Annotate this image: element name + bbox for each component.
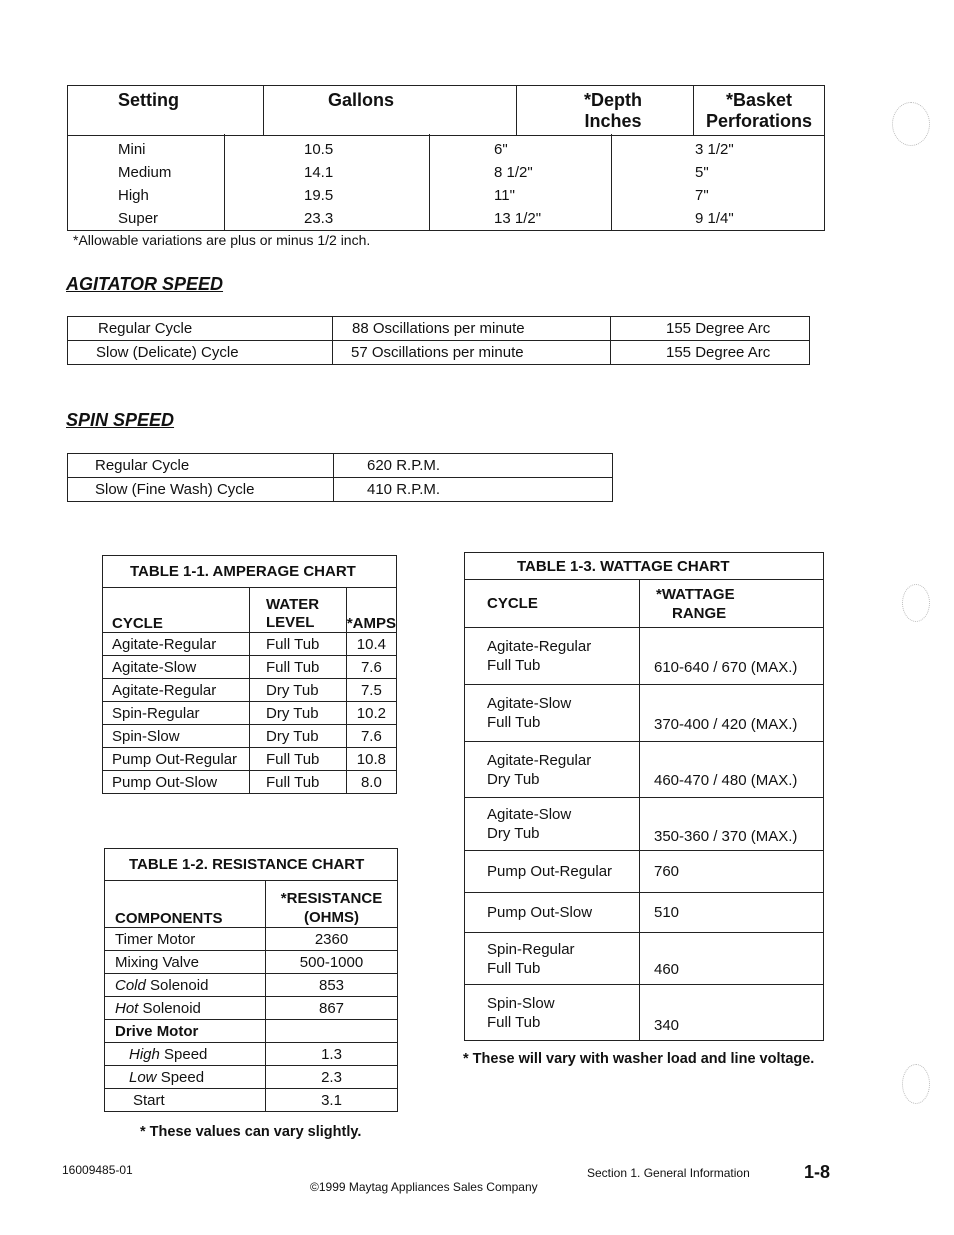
header-depth: *Depth Inches — [516, 86, 693, 136]
amperage-col-amps: *AMPS — [346, 588, 396, 633]
amp-cycle-1: Agitate-Slow — [103, 656, 250, 679]
amp-value-2: 7.5 — [346, 679, 396, 702]
amp-cycle-3: Spin-Regular — [103, 702, 250, 725]
watt-cycle-3: Agitate-Slow Dry Tub — [465, 798, 640, 851]
fill-gallons-2: 19.5 — [304, 187, 334, 204]
res-value-0: 2360 — [266, 928, 398, 951]
res-sub-component-0: High Speed — [105, 1043, 266, 1066]
watt-cycle-2: Agitate-Regular Dry Tub — [465, 742, 640, 798]
agitator-cycle-1: Slow (Delicate) Cycle — [68, 341, 333, 365]
part-number: 16009485-01 — [62, 1163, 133, 1177]
amp-cycle-2: Agitate-Regular — [103, 679, 250, 702]
fill-gallons-3: 23.3 — [304, 210, 334, 227]
amp-level-6: Full Tub — [250, 771, 347, 794]
amp-level-1: Full Tub — [250, 656, 347, 679]
watt-range-7: 340 — [640, 985, 824, 1041]
res-value-2: 853 — [266, 974, 398, 997]
agitator-arc-0: 155 Degree Arc — [611, 317, 810, 341]
amp-level-3: Dry Tub — [250, 702, 347, 725]
wattage-col-cycle: CYCLE — [465, 580, 640, 628]
wattage-table — [464, 552, 824, 1041]
resistance-title: TABLE 1-2. RESISTANCE CHART — [105, 849, 398, 881]
header-basket: *Basket Perforations — [694, 86, 825, 136]
spin-rpm-1: 410 R.P.M. — [334, 478, 613, 502]
watt-range-5: 510 — [640, 893, 824, 933]
wattage-title: TABLE 1-3. WATTAGE CHART — [465, 553, 824, 580]
amp-cycle-0: Agitate-Regular — [103, 633, 250, 656]
fill-setting-1: Medium — [118, 164, 172, 181]
fill-table — [67, 85, 825, 231]
amp-value-6: 8.0 — [346, 771, 396, 794]
spin-cycle-0: Regular Cycle — [68, 454, 334, 478]
fill-depth-1: 8 1/2" — [494, 164, 533, 181]
fill-setting-3: Super — [118, 210, 159, 227]
amp-value-3: 10.2 — [346, 702, 396, 725]
agitator-table — [67, 316, 810, 365]
fill-note: *Allowable variations are plus or minus 1/2 inch. — [73, 232, 371, 248]
watt-range-6: 460 — [640, 933, 824, 985]
fill-depth-2: 11" — [494, 187, 515, 204]
fill-basket-1: 5" — [695, 164, 709, 181]
amp-value-4: 7.6 — [346, 725, 396, 748]
fill-depth-3: 13 1/2" — [494, 210, 542, 227]
watt-cycle-0: Agitate-Regular Full Tub — [465, 628, 640, 685]
amperage-col-water: WATER LEVEL — [250, 588, 347, 633]
amp-cycle-5: Pump Out-Regular — [103, 748, 250, 771]
amp-cycle-4: Spin-Slow — [103, 725, 250, 748]
fill-basket-2: 7" — [695, 187, 709, 204]
wattage-note: * These will vary with washer load and line voltage. — [463, 1051, 815, 1067]
agitator-cycle-0: Regular Cycle — [68, 317, 333, 341]
amperage-table — [102, 555, 397, 794]
res-sub-value-0: 1.3 — [266, 1043, 398, 1066]
spin-table — [67, 453, 613, 502]
page-number: 1-8 — [804, 1162, 831, 1182]
copyright: ©1999 Maytag Appliances Sales Company — [310, 1180, 538, 1194]
amp-cycle-6: Pump Out-Slow — [103, 771, 250, 794]
fill-basket-3: 9 1/4" — [695, 210, 734, 227]
amp-level-2: Dry Tub — [250, 679, 347, 702]
res-value-1: 500-1000 — [266, 951, 398, 974]
wattage-col-range: *WATTAGE RANGE — [640, 580, 824, 628]
fill-gallons-0: 10.5 — [304, 141, 334, 158]
amp-value-5: 10.8 — [346, 748, 396, 771]
binder-hole-mark — [892, 102, 930, 146]
res-value-3: 867 — [266, 997, 398, 1020]
res-sub-value-2: 3.1 — [266, 1089, 398, 1112]
amp-level-4: Dry Tub — [250, 725, 347, 748]
watt-range-2: 460-470 / 480 (MAX.) — [640, 742, 824, 798]
res-drive-motor: Drive Motor — [105, 1020, 266, 1043]
watt-range-0: 610-640 / 670 (MAX.) — [640, 628, 824, 685]
resistance-col-components: COMPONENTS — [105, 881, 266, 928]
res-sub-component-1: Low Speed — [105, 1066, 266, 1089]
watt-cycle-4: Pump Out-Regular — [465, 851, 640, 893]
watt-cycle-1: Agitate-Slow Full Tub — [465, 685, 640, 742]
watt-range-1: 370-400 / 420 (MAX.) — [640, 685, 824, 742]
res-component-0: Timer Motor — [105, 928, 266, 951]
amp-value-0: 10.4 — [346, 633, 396, 656]
amp-level-5: Full Tub — [250, 748, 347, 771]
res-component-3: Hot Solenoid — [105, 997, 266, 1020]
watt-cycle-5: Pump Out-Slow — [465, 893, 640, 933]
res-component-2: Cold Solenoid — [105, 974, 266, 997]
binder-hole-mark — [902, 584, 930, 622]
watt-range-3: 350-360 / 370 (MAX.) — [640, 798, 824, 851]
watt-range-4: 760 — [640, 851, 824, 893]
agitator-heading: AGITATOR SPEED — [66, 274, 224, 294]
fill-basket-0: 3 1/2" — [695, 141, 734, 158]
spin-heading: SPIN SPEED — [66, 410, 175, 430]
resistance-note: * These values can vary slightly. — [140, 1124, 362, 1140]
binder-hole-mark — [902, 1064, 930, 1104]
section-label: Section 1. General Information — [587, 1166, 750, 1180]
agitator-osc-1: 57 Oscillations per minute — [333, 341, 611, 365]
amperage-title: TABLE 1-1. AMPERAGE CHART — [103, 556, 397, 588]
res-sub-component-2: Start — [105, 1089, 266, 1112]
amperage-col-cycle: CYCLE — [103, 588, 250, 633]
spin-rpm-0: 620 R.P.M. — [334, 454, 613, 478]
resistance-table — [104, 848, 398, 1112]
watt-cycle-6: Spin-Regular Full Tub — [465, 933, 640, 985]
resistance-col-ohms: *RESISTANCE (OHMS) — [266, 881, 398, 928]
spin-cycle-1: Slow (Fine Wash) Cycle — [68, 478, 334, 502]
amp-level-0: Full Tub — [250, 633, 347, 656]
res-component-1: Mixing Valve — [105, 951, 266, 974]
watt-cycle-7: Spin-Slow Full Tub — [465, 985, 640, 1041]
header-setting: Setting — [68, 86, 264, 136]
agitator-arc-1: 155 Degree Arc — [611, 341, 810, 365]
res-sub-value-1: 2.3 — [266, 1066, 398, 1089]
amp-value-1: 7.6 — [346, 656, 396, 679]
fill-setting-0: Mini — [118, 141, 146, 158]
fill-depth-0: 6" — [494, 141, 508, 158]
fill-setting-2: High — [118, 187, 149, 204]
fill-gallons-1: 14.1 — [304, 164, 334, 181]
header-gallons: Gallons — [263, 86, 516, 136]
agitator-osc-0: 88 Oscillations per minute — [333, 317, 611, 341]
